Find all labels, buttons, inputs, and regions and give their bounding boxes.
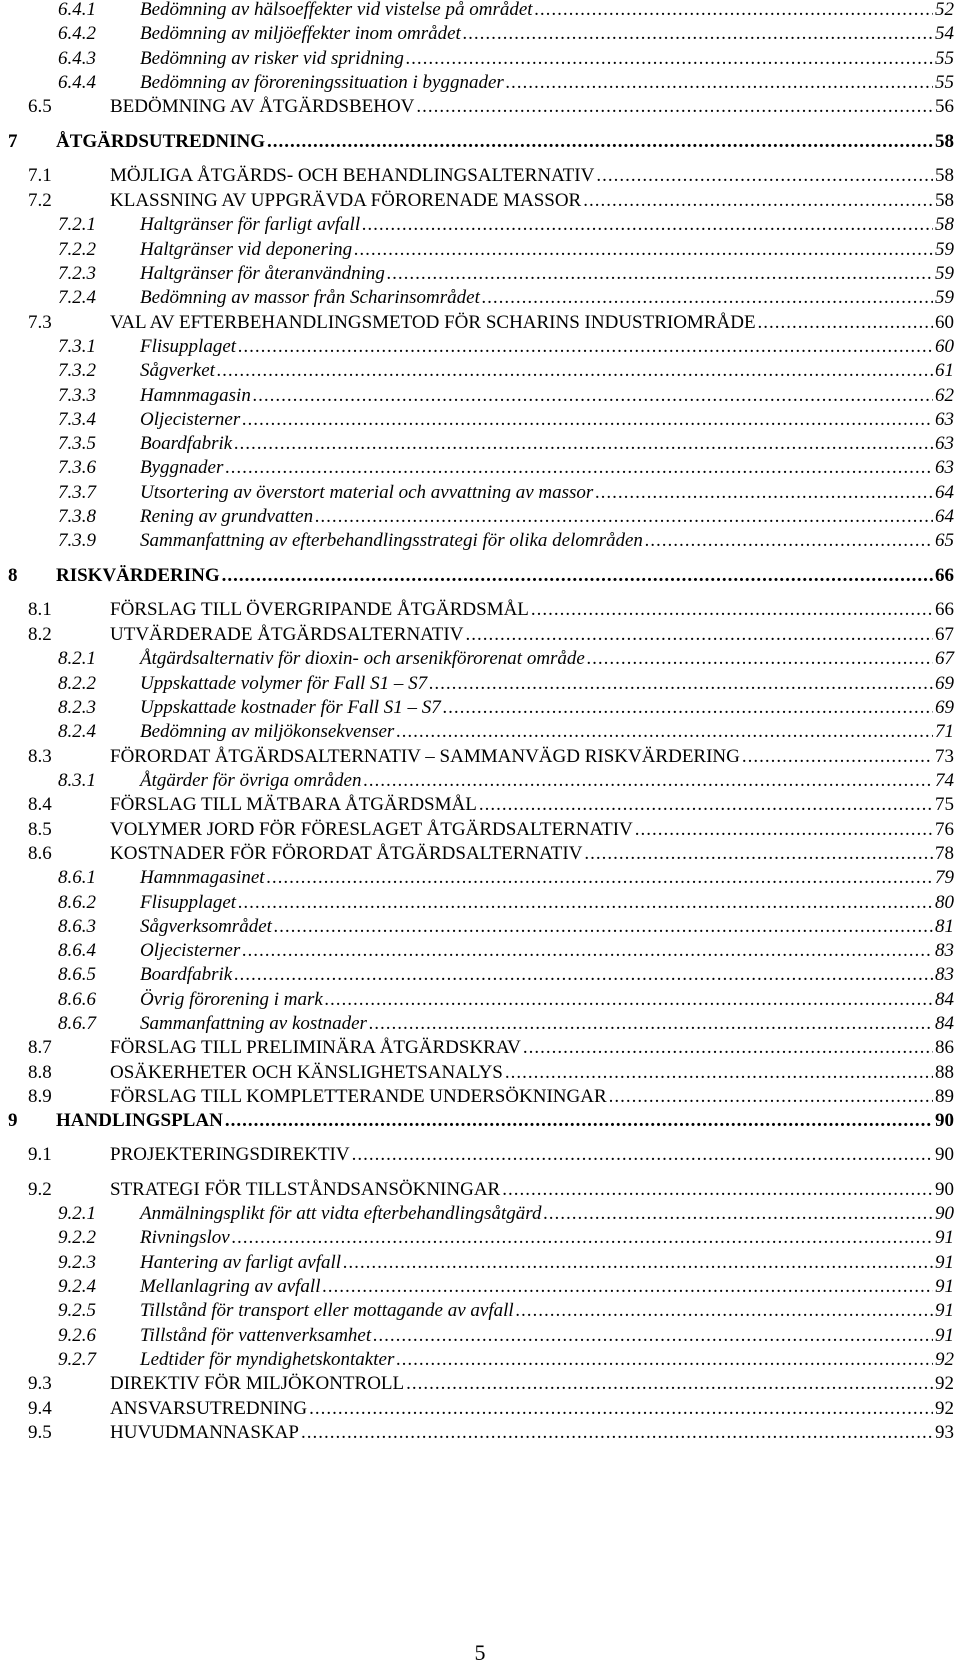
toc-entry-title: Uppskattade kostnader för Fall S1 – S7 bbox=[140, 697, 441, 718]
toc-entry-title: Haltgränser vid deponering bbox=[140, 239, 353, 260]
toc-dot-leader bbox=[387, 262, 933, 286]
toc-entry-page: 91 bbox=[935, 1325, 954, 1346]
toc-entry-page: 66 bbox=[935, 599, 954, 620]
toc-entry-title: Byggnader bbox=[140, 457, 224, 478]
toc-entry[interactable] bbox=[58, 1251, 954, 1275]
toc-entry-number: 7.3.3 bbox=[58, 385, 96, 406]
toc-dot-leader bbox=[584, 842, 933, 866]
toc-entry-page: 93 bbox=[935, 1422, 954, 1443]
toc-entry[interactable] bbox=[28, 311, 954, 335]
toc-dot-leader bbox=[232, 1226, 933, 1250]
toc-entry-page: 61 bbox=[935, 360, 954, 381]
toc-entry[interactable] bbox=[28, 164, 954, 188]
toc-entry[interactable] bbox=[58, 505, 954, 529]
toc-entry-page: 91 bbox=[935, 1227, 954, 1248]
toc-entry-title: Haltgränser för farligt avfall bbox=[140, 214, 361, 235]
toc-entry-number: 7.2.2 bbox=[58, 239, 96, 260]
toc-entry-page: 58 bbox=[935, 165, 954, 186]
toc-entry-number: 8.8 bbox=[28, 1062, 52, 1083]
toc-entry-title: Boardfabrik bbox=[140, 964, 233, 985]
toc-entry-page: 75 bbox=[935, 794, 954, 815]
toc-entry-number: 9.2.2 bbox=[58, 1227, 96, 1248]
toc-entry-number: 8.2.3 bbox=[58, 697, 96, 718]
toc-entry-page: 76 bbox=[935, 819, 954, 840]
toc-entry[interactable] bbox=[58, 335, 954, 359]
toc-entry-number: 9.4 bbox=[28, 1398, 52, 1419]
toc-entry[interactable] bbox=[58, 359, 954, 383]
toc-entry-page: 84 bbox=[935, 989, 954, 1010]
toc-entry[interactable] bbox=[58, 1275, 954, 1299]
toc-entry-number: 9.2.5 bbox=[58, 1300, 96, 1321]
toc-entry-number: 9.2 bbox=[28, 1179, 52, 1200]
toc-entry-title: Tillstånd för vattenverksamhet bbox=[140, 1325, 372, 1346]
toc-entry-page: 92 bbox=[935, 1373, 954, 1394]
toc-entry[interactable] bbox=[28, 1036, 954, 1060]
toc-entry-number: 6.5 bbox=[28, 96, 52, 117]
toc-entry-page: 60 bbox=[935, 312, 954, 333]
toc-entry-number: 8.2 bbox=[28, 624, 52, 645]
toc-entry-number: 7.3.4 bbox=[58, 409, 96, 430]
toc-dot-leader bbox=[502, 1178, 933, 1202]
toc-entry-title: STRATEGI FÖR TILLSTÅNDSANSÖKNINGAR bbox=[110, 1179, 501, 1200]
toc-entry-page: 58 bbox=[935, 190, 954, 211]
toc-dot-leader bbox=[479, 793, 933, 817]
toc-entry-title: DIREKTIV FÖR MILJÖKONTROLL bbox=[110, 1373, 405, 1394]
toc-entry-page: 91 bbox=[935, 1300, 954, 1321]
toc-entry-title: Bedömning av föroreningssituation i byggnader bbox=[140, 72, 504, 93]
toc-entry-page: 91 bbox=[935, 1276, 954, 1297]
toc-entry-page: 74 bbox=[935, 770, 954, 791]
toc-entry-page: 92 bbox=[935, 1398, 954, 1419]
toc-entry-title: Bedömning av massor från Scharinsområdet bbox=[140, 287, 480, 308]
toc-dot-leader bbox=[274, 915, 933, 939]
toc-entry-number: 8.6.3 bbox=[58, 916, 96, 937]
toc-entry-page: 59 bbox=[935, 263, 954, 284]
toc-dot-leader bbox=[373, 1324, 933, 1348]
toc-entry-title: Åtgärder för övriga områden bbox=[140, 770, 362, 791]
toc-entry[interactable] bbox=[58, 408, 954, 432]
toc-entry[interactable] bbox=[58, 1299, 954, 1323]
toc-entry-number: 8.5 bbox=[28, 819, 52, 840]
toc-entry-title: Bedömning av hälsoeffekter vid vistelse på området bbox=[140, 0, 533, 20]
toc-dot-leader bbox=[516, 1299, 933, 1323]
toc-entry[interactable] bbox=[58, 0, 954, 22]
toc-entry-title: Sammanfattning av kostnader bbox=[140, 1013, 367, 1034]
toc-dot-leader bbox=[267, 130, 933, 154]
toc-entry-page: 69 bbox=[935, 697, 954, 718]
toc-dot-leader bbox=[583, 189, 933, 213]
page-number: 5 bbox=[474, 1640, 486, 1665]
toc-entry[interactable] bbox=[28, 1397, 954, 1421]
toc-dot-leader bbox=[463, 22, 933, 46]
toc-dot-leader bbox=[587, 647, 933, 671]
toc-entry-number: 6.4.2 bbox=[58, 23, 96, 44]
toc-entry[interactable] bbox=[28, 95, 954, 119]
toc-entry-page: 92 bbox=[935, 1349, 954, 1370]
toc-dot-leader bbox=[315, 505, 933, 529]
toc-entry-title: Sågverksområdet bbox=[140, 916, 272, 937]
toc-entry-title: Haltgränser för återanvändning bbox=[140, 263, 385, 284]
toc-dot-leader bbox=[242, 408, 933, 432]
toc-entry-number: 7.2.1 bbox=[58, 214, 96, 235]
toc-entry-number: 8.7 bbox=[28, 1037, 52, 1058]
toc-dot-leader bbox=[505, 1061, 933, 1085]
toc-dot-leader bbox=[325, 988, 933, 1012]
toc-entry-number: 8.4 bbox=[28, 794, 52, 815]
toc-entry-title: Rening av grundvatten bbox=[140, 506, 314, 527]
toc-dot-leader bbox=[406, 47, 933, 71]
toc-entry-page: 78 bbox=[935, 843, 954, 864]
toc-entry[interactable] bbox=[58, 262, 954, 286]
toc-entry-page: 79 bbox=[935, 867, 954, 888]
toc-entry[interactable] bbox=[8, 1109, 954, 1133]
toc-entry-number: 7.3.6 bbox=[58, 457, 96, 478]
toc-dot-leader bbox=[543, 1202, 933, 1226]
toc-entry-title: RISKVÄRDERING bbox=[56, 565, 220, 586]
toc-dot-leader bbox=[217, 359, 933, 383]
toc-entry-title: Hamnmagasin bbox=[140, 385, 251, 406]
toc-entry-page: 83 bbox=[935, 964, 954, 985]
toc-entry[interactable] bbox=[28, 1085, 954, 1109]
toc-entry[interactable] bbox=[58, 696, 954, 720]
toc-entry-number: 8.6.1 bbox=[58, 867, 96, 888]
toc-entry-number: 6.4.4 bbox=[58, 72, 96, 93]
toc-dot-leader bbox=[443, 696, 933, 720]
toc-entry[interactable] bbox=[28, 1061, 954, 1085]
toc-entry[interactable] bbox=[28, 598, 954, 622]
toc-entry-title: KOSTNADER FÖR FÖRORDAT ÅTGÄRDSALTERNATIV bbox=[110, 843, 583, 864]
toc-dot-leader bbox=[416, 95, 933, 119]
toc-dot-leader bbox=[396, 1348, 933, 1372]
toc-entry-title: Tillstånd för transport eller mottagande av avfall bbox=[140, 1300, 514, 1321]
toc-dot-leader bbox=[234, 963, 933, 987]
toc-entry[interactable] bbox=[58, 647, 954, 671]
toc-entry[interactable] bbox=[58, 22, 954, 46]
toc-entry-number: 9.3 bbox=[28, 1373, 52, 1394]
toc-entry-page: 62 bbox=[935, 385, 954, 406]
toc-dot-leader bbox=[595, 481, 933, 505]
toc-entry-number: 9.1 bbox=[28, 1144, 52, 1165]
toc-entry[interactable] bbox=[58, 238, 954, 262]
toc-entry[interactable] bbox=[58, 529, 954, 553]
toc-entry-page: 90 bbox=[935, 1203, 954, 1224]
toc-entry[interactable] bbox=[28, 1372, 954, 1396]
toc-entry[interactable] bbox=[28, 1143, 954, 1167]
toc-entry-page: 89 bbox=[935, 1086, 954, 1107]
toc-entry-title: FÖRSLAG TILL ÖVERGRIPANDE ÅTGÄRDSMÅL bbox=[110, 599, 529, 620]
toc-entry-title: HUVUDMANNASKAP bbox=[110, 1422, 299, 1443]
toc-entry-page: 64 bbox=[935, 506, 954, 527]
toc-entry-title: OSÄKERHETER OCH KÄNSLIGHETSANALYS bbox=[110, 1062, 503, 1083]
toc-entry[interactable] bbox=[28, 818, 954, 842]
toc-entry-page: 67 bbox=[935, 648, 954, 669]
toc-dot-leader bbox=[645, 529, 933, 553]
toc-entry[interactable] bbox=[58, 1202, 954, 1226]
toc-dot-leader bbox=[267, 866, 933, 890]
toc-entry-page: 63 bbox=[935, 457, 954, 478]
toc-entry[interactable] bbox=[28, 745, 954, 769]
toc-entry-title: Hantering av farligt avfall bbox=[140, 1252, 342, 1273]
toc-entry-title: ANSVARSUTREDNING bbox=[110, 1398, 308, 1419]
toc-entry-number: 9.2.1 bbox=[58, 1203, 96, 1224]
toc-entry-page: 59 bbox=[935, 239, 954, 260]
toc-entry[interactable] bbox=[58, 1348, 954, 1372]
toc-entry[interactable] bbox=[58, 963, 954, 987]
toc-entry-page: 56 bbox=[935, 96, 954, 117]
toc-entry-page: 88 bbox=[935, 1062, 954, 1083]
toc-entry-number: 7.3.1 bbox=[58, 336, 96, 357]
toc-dot-leader bbox=[635, 818, 933, 842]
toc-entry-page: 65 bbox=[935, 530, 954, 551]
toc-entry[interactable] bbox=[28, 842, 954, 866]
toc-entry[interactable] bbox=[58, 384, 954, 408]
toc-entry[interactable] bbox=[58, 1324, 954, 1348]
toc-entry-page: 73 bbox=[935, 746, 954, 767]
toc-dot-leader bbox=[429, 672, 933, 696]
toc-entry-title: Uppskattade volymer för Fall S1 – S7 bbox=[140, 673, 428, 694]
toc-entry[interactable] bbox=[8, 130, 954, 154]
toc-entry-title: ÅTGÄRDSUTREDNING bbox=[56, 131, 266, 152]
toc-entry-page: 90 bbox=[935, 1110, 954, 1131]
toc-entry[interactable] bbox=[28, 793, 954, 817]
toc-entry-page: 64 bbox=[935, 482, 954, 503]
toc-entry-number: 8.6.2 bbox=[58, 892, 96, 913]
toc-dot-leader bbox=[225, 456, 933, 480]
toc-entry-title: Rivningslov bbox=[140, 1227, 230, 1248]
toc-entry-number: 7.1 bbox=[28, 165, 52, 186]
toc-entry-title: HANDLINGSPLAN bbox=[56, 1110, 223, 1131]
toc-dot-leader bbox=[609, 1085, 933, 1109]
toc-entry-page: 55 bbox=[935, 48, 954, 69]
toc-entry-page: 90 bbox=[935, 1144, 954, 1165]
toc-dot-leader bbox=[523, 1036, 933, 1060]
toc-entry-page: 54 bbox=[935, 23, 954, 44]
toc-entry-title: Anmälningsplikt för att vidta efterbehandlingsåtgärd bbox=[140, 1203, 542, 1224]
toc-entry[interactable] bbox=[28, 1178, 954, 1202]
toc-entry-title: FÖRSLAG TILL PRELIMINÄRA ÅTGÄRDSKRAV bbox=[110, 1037, 521, 1058]
toc-dot-leader bbox=[225, 1109, 933, 1133]
toc-dot-leader bbox=[363, 769, 933, 793]
toc-entry-title: Bedömning av miljöeffekter inom området bbox=[140, 23, 461, 44]
toc-entry-title: Ledtider för myndighetskontakter bbox=[140, 1349, 395, 1370]
toc-entry[interactable] bbox=[58, 891, 954, 915]
toc-dot-leader bbox=[742, 745, 933, 769]
toc-entry[interactable] bbox=[58, 939, 954, 963]
toc-entry[interactable] bbox=[58, 286, 954, 310]
toc-entry-number: 8.2.1 bbox=[58, 648, 96, 669]
toc-dot-leader bbox=[301, 1421, 933, 1445]
toc-dot-leader bbox=[506, 71, 933, 95]
toc-entry-page: 59 bbox=[935, 287, 954, 308]
toc-entry-page: 60 bbox=[935, 336, 954, 357]
toc-entry[interactable] bbox=[58, 432, 954, 456]
toc-dot-leader bbox=[465, 623, 933, 647]
toc-entry-page: 66 bbox=[935, 565, 954, 586]
toc-dot-leader bbox=[396, 720, 933, 744]
toc-entry-title: KLASSNING AV UPPGRÄVDA FÖRORENADE MASSOR bbox=[110, 190, 582, 211]
toc-entry-title: Hamnmagasinet bbox=[140, 867, 265, 888]
toc-entry[interactable] bbox=[58, 915, 954, 939]
toc-dot-leader bbox=[343, 1251, 933, 1275]
toc-entry-page: 55 bbox=[935, 72, 954, 93]
toc-dot-leader bbox=[234, 432, 933, 456]
toc-entry-number: 8.6.6 bbox=[58, 989, 96, 1010]
toc-entry-number: 8.2.4 bbox=[58, 721, 96, 742]
toc-entry-number: 9.2.4 bbox=[58, 1276, 96, 1297]
toc-entry-title: Bedömning av risker vid spridning bbox=[140, 48, 404, 69]
toc-entry-title: Sammanfattning av efterbehandlingsstrategi för olika delområden bbox=[140, 530, 643, 551]
toc-entry-number: 8.1 bbox=[28, 599, 52, 620]
toc-entry[interactable] bbox=[58, 988, 954, 1012]
toc-entry-title: Flisupplaget bbox=[140, 892, 237, 913]
toc-dot-leader bbox=[238, 335, 933, 359]
toc-entry-number: 9.5 bbox=[28, 1422, 52, 1443]
toc-entry-number: 6.4.1 bbox=[58, 0, 96, 20]
toc-entry-title: VAL AV EFTERBEHANDLINGSMETOD FÖR SCHARINS INDUSTRIOMRÅDE bbox=[110, 312, 756, 333]
toc-entry-number: 8.2.2 bbox=[58, 673, 96, 694]
toc-dot-leader bbox=[531, 598, 933, 622]
toc-entry-number: 7 bbox=[8, 131, 18, 152]
toc-entry-title: Sågverket bbox=[140, 360, 215, 381]
toc-entry-title: Boardfabrik bbox=[140, 433, 233, 454]
toc-entry-title: BEDÖMNING AV ÅTGÄRDSBEHOV bbox=[110, 96, 415, 117]
toc-entry-number: 7.3.5 bbox=[58, 433, 96, 454]
toc-entry-page: 90 bbox=[935, 1179, 954, 1200]
toc-dot-leader bbox=[238, 891, 933, 915]
toc-entry-page: 63 bbox=[935, 409, 954, 430]
toc-entry-number: 7.3.8 bbox=[58, 506, 96, 527]
toc-dot-leader bbox=[354, 238, 933, 262]
toc-entry-number: 8.6.5 bbox=[58, 964, 96, 985]
toc-entry-title: VOLYMER JORD FÖR FÖRESLAGET ÅTGÄRDSALTERNATIV bbox=[110, 819, 633, 840]
toc-dot-leader bbox=[535, 0, 933, 22]
toc-entry-page: 69 bbox=[935, 673, 954, 694]
toc-entry-number: 9 bbox=[8, 1110, 18, 1131]
toc-entry-number: 7.3.9 bbox=[58, 530, 96, 551]
toc-entry-number: 9.2.6 bbox=[58, 1325, 96, 1346]
toc-entry[interactable] bbox=[58, 213, 954, 237]
toc-dot-leader bbox=[253, 384, 933, 408]
toc-entry-number: 8.3.1 bbox=[58, 770, 96, 791]
toc-entry-number: 7.3.7 bbox=[58, 482, 96, 503]
toc-entry[interactable] bbox=[58, 672, 954, 696]
toc-entry-number: 8 bbox=[8, 565, 18, 586]
toc-dot-leader bbox=[362, 213, 933, 237]
toc-entry-number: 8.6 bbox=[28, 843, 52, 864]
toc-entry-page: 86 bbox=[935, 1037, 954, 1058]
toc-entry[interactable] bbox=[58, 1012, 954, 1036]
toc-entry-number: 8.6.4 bbox=[58, 940, 96, 961]
toc-dot-leader bbox=[758, 311, 933, 335]
toc-entry[interactable] bbox=[8, 564, 954, 588]
toc-entry-number: 9.2.3 bbox=[58, 1252, 96, 1273]
toc-entry-page: 83 bbox=[935, 940, 954, 961]
toc-entry[interactable] bbox=[58, 720, 954, 744]
toc-entry-title: Bedömning av miljökonsekvenser bbox=[140, 721, 395, 742]
toc-entry-number: 9.2.7 bbox=[58, 1349, 96, 1370]
toc-entry-page: 84 bbox=[935, 1013, 954, 1034]
toc-dot-leader bbox=[242, 939, 933, 963]
toc-dot-leader bbox=[322, 1275, 933, 1299]
toc-entry[interactable] bbox=[58, 866, 954, 890]
toc-entry-page: 81 bbox=[935, 916, 954, 937]
toc-dot-leader bbox=[482, 286, 933, 310]
toc-entry-title: MÖJLIGA ÅTGÄRDS- OCH BEHANDLINGSALTERNATIV bbox=[110, 165, 595, 186]
toc-entry[interactable] bbox=[58, 481, 954, 505]
toc-dot-leader bbox=[406, 1372, 933, 1396]
toc-entry[interactable] bbox=[58, 71, 954, 95]
toc-entry-title: Mellanlagring av avfall bbox=[140, 1276, 321, 1297]
toc-entry-page: 63 bbox=[935, 433, 954, 454]
toc-entry-title: Åtgärdsalternativ för dioxin- och arsenikförorenat område bbox=[140, 648, 585, 669]
toc-entry-title: FÖRSLAG TILL KOMPLETTERANDE UNDERSÖKNINGAR bbox=[110, 1086, 607, 1107]
toc-dot-leader bbox=[369, 1012, 933, 1036]
toc-entry[interactable] bbox=[28, 623, 954, 647]
toc-entry-title: Flisupplaget bbox=[140, 336, 237, 357]
toc-entry-page: 80 bbox=[935, 892, 954, 913]
toc-entry[interactable] bbox=[58, 456, 954, 480]
toc-entry-number: 7.2.3 bbox=[58, 263, 96, 284]
toc-entry-title: Oljecisterner bbox=[140, 409, 241, 430]
toc-entry[interactable] bbox=[58, 769, 954, 793]
toc-entry-number: 7.3 bbox=[28, 312, 52, 333]
toc-entry-page: 52 bbox=[935, 0, 954, 20]
toc-entry[interactable] bbox=[28, 1421, 954, 1445]
toc-entry-title: PROJEKTERINGSDIREKTIV bbox=[110, 1144, 350, 1165]
toc-dot-leader bbox=[596, 164, 933, 188]
toc-entry-number: 7.2 bbox=[28, 190, 52, 211]
toc-entry-title: Oljecisterner bbox=[140, 940, 241, 961]
toc-entry-number: 8.9 bbox=[28, 1086, 52, 1107]
toc-entry[interactable] bbox=[28, 189, 954, 213]
toc-dot-leader bbox=[222, 564, 933, 588]
toc-entry-title: Utsortering av överstort material och avvattning av massor bbox=[140, 482, 594, 503]
toc-entry-number: 6.4.3 bbox=[58, 48, 96, 69]
toc-entry-number: 7.3.2 bbox=[58, 360, 96, 381]
toc-entry-title: FÖRORDAT ÅTGÄRDSALTERNATIV – SAMMANVÄGD RISKVÄRDERING bbox=[110, 746, 740, 767]
toc-entry[interactable] bbox=[58, 1226, 954, 1250]
toc-entry-title: FÖRSLAG TILL MÄTBARA ÅTGÄRDSMÅL bbox=[110, 794, 477, 815]
toc-entry-page: 67 bbox=[935, 624, 954, 645]
toc-dot-leader bbox=[309, 1397, 933, 1421]
toc-entry-number: 7.2.4 bbox=[58, 287, 96, 308]
toc-entry-page: 58 bbox=[935, 214, 954, 235]
toc-entry-page: 91 bbox=[935, 1252, 954, 1273]
toc-entry-page: 58 bbox=[935, 131, 954, 152]
toc-dot-leader bbox=[352, 1143, 933, 1167]
toc-entry-title: UTVÄRDERADE ÅTGÄRDSALTERNATIV bbox=[110, 624, 464, 645]
toc-entry-number: 8.3 bbox=[28, 746, 52, 767]
toc-entry-page: 71 bbox=[935, 721, 954, 742]
toc-entry-title: Övrig förorening i mark bbox=[140, 989, 323, 1010]
toc-entry-number: 8.6.7 bbox=[58, 1013, 96, 1034]
toc-entry[interactable] bbox=[58, 47, 954, 71]
